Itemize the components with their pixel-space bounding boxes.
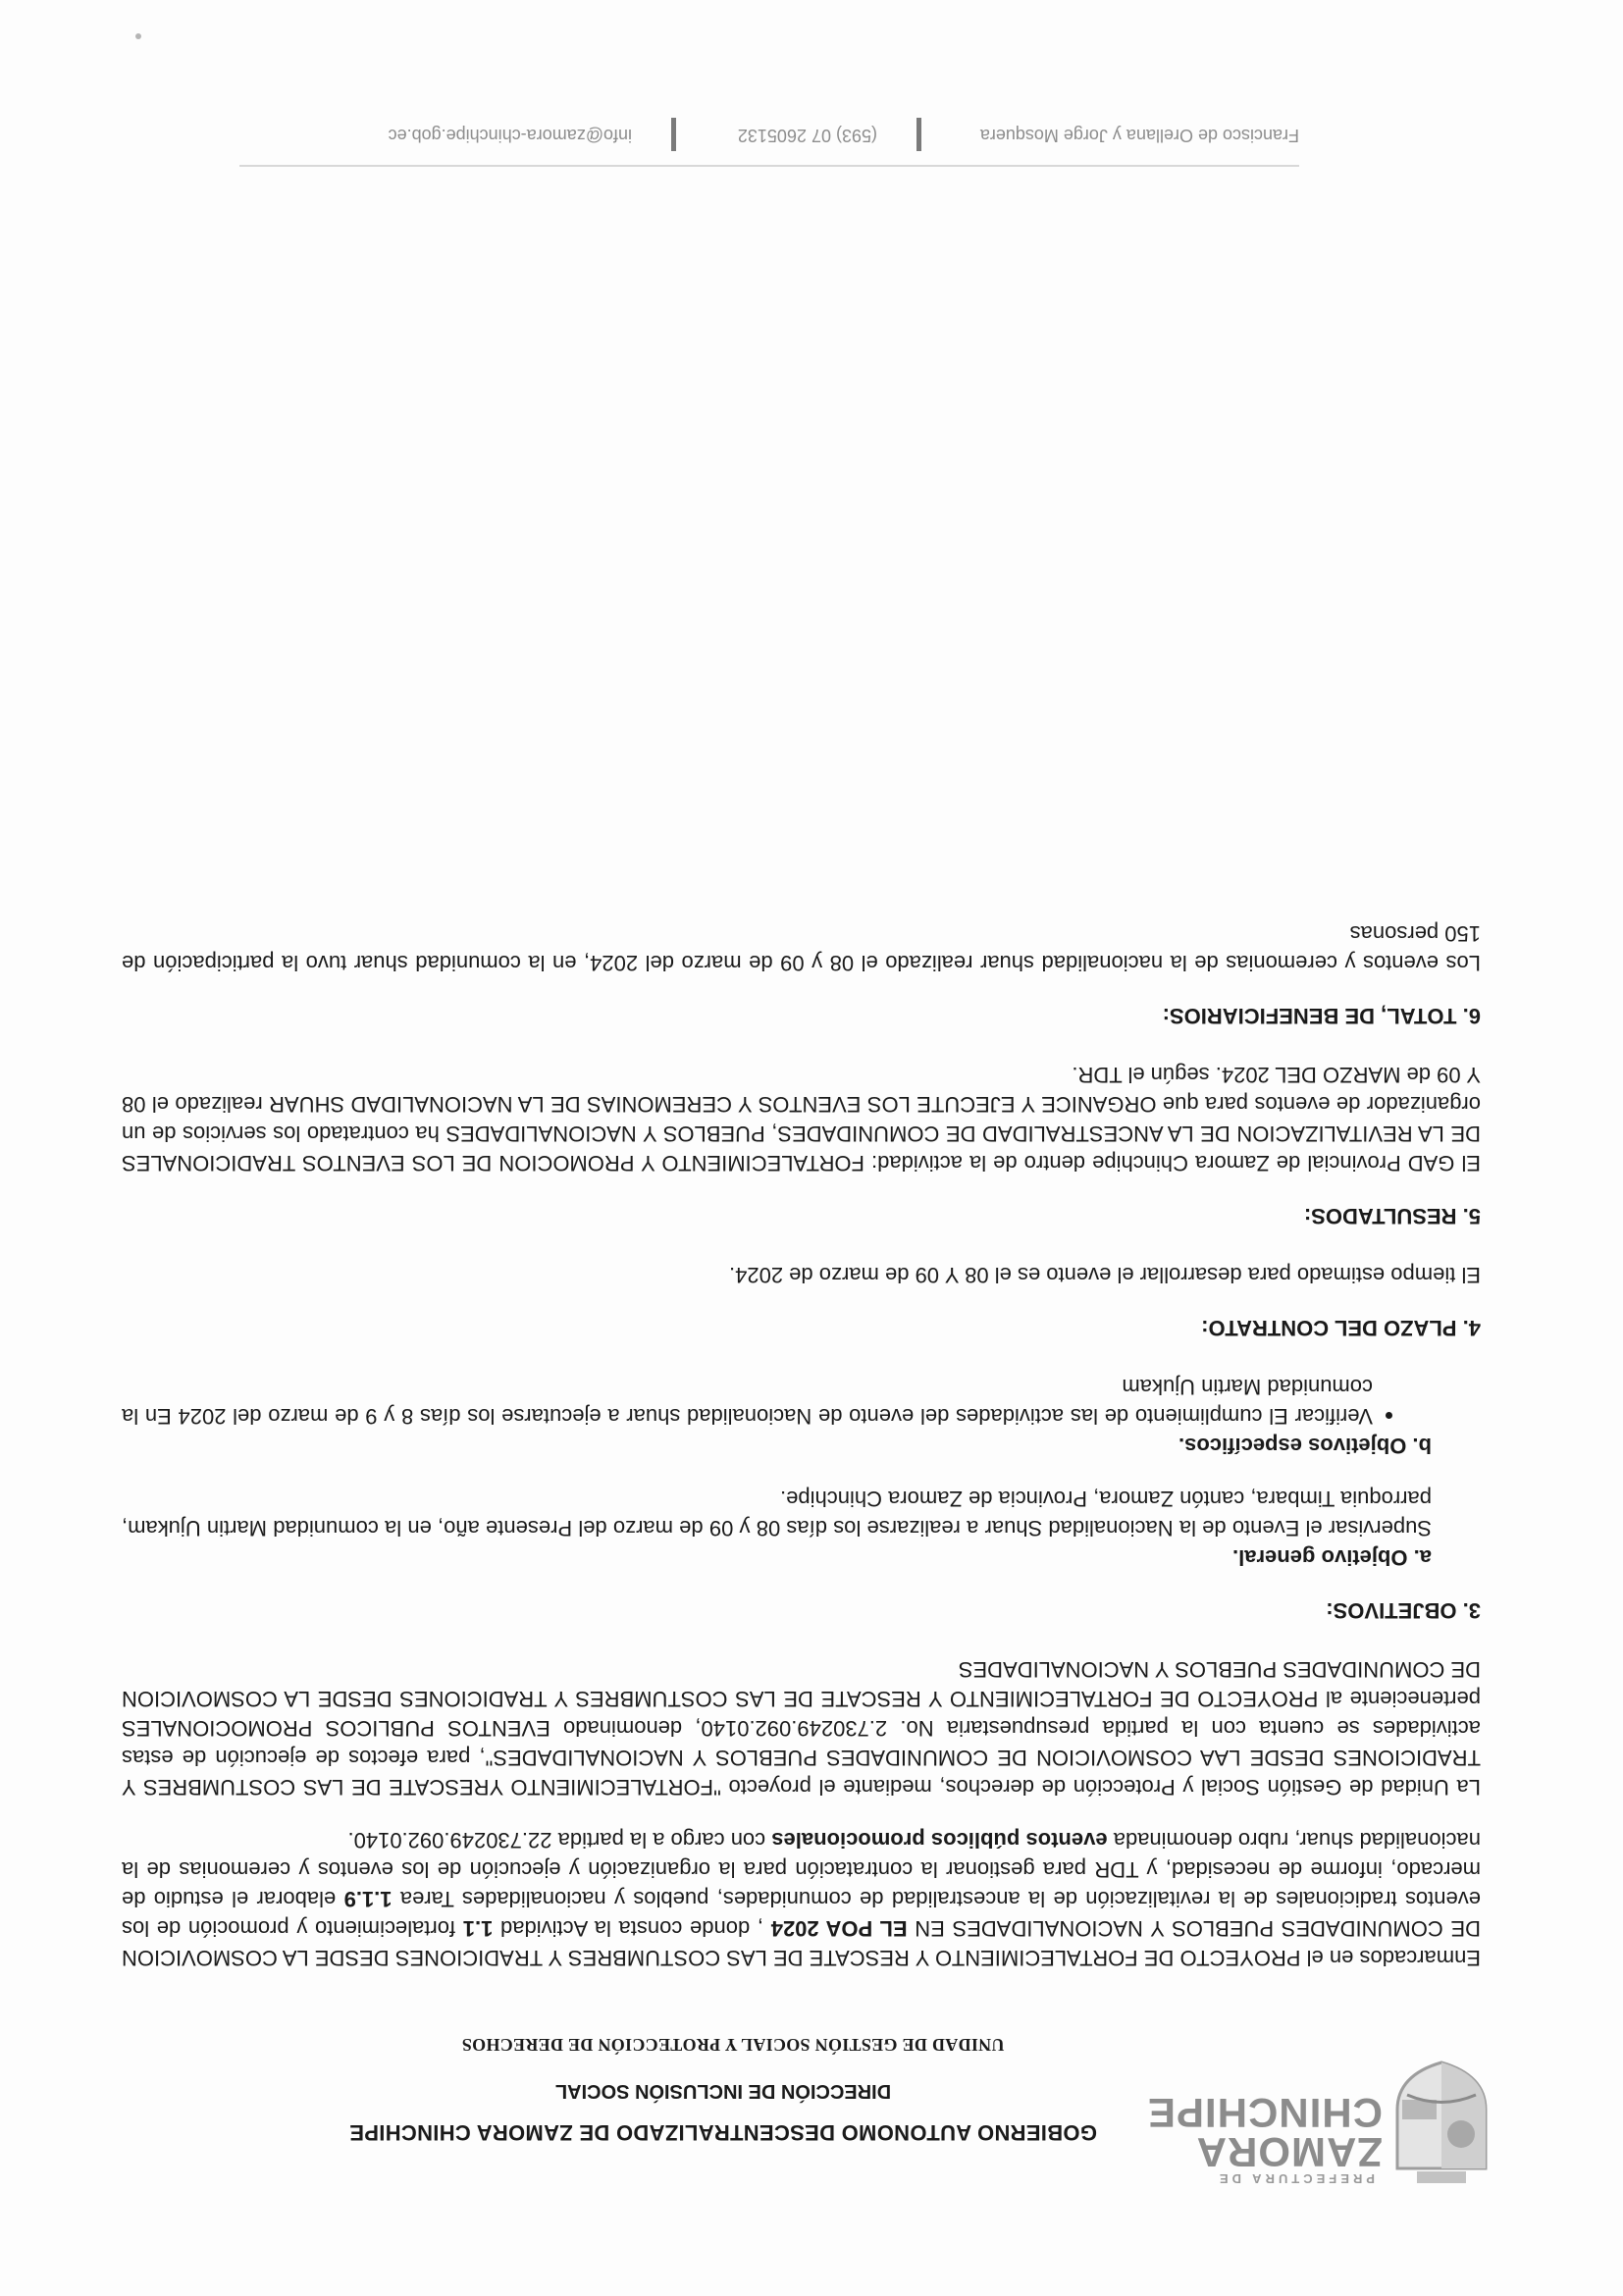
- document-footer: [239, 106, 1299, 167]
- intro-paragraph: [122, 1825, 1481, 1972]
- intro-text-i: con cargo a la partida 22.730249.092.0140.: [347, 1828, 772, 1852]
- intro-text-f: 1.1.9: [343, 1887, 393, 1911]
- project-paragraph: La Unidad de Gestión Social y Protección de derechos, mediante el proyecto "FORTALECIMIENTO YRESCATE DE LAS COSTUMBRES Y TRADICIONES DESDE LAA COSMOVICION DE COMUNIDADES PUEBLOS Y NACIONALIDADES", para efectos de ejecución de estas actividades se cuenta con la partida presupuestaria No. 2.730249.092.0140, denominado EVENTOS PUBLICOS PROMOCIONALES perteneciente al PROYECTO DE FORTALECIMIENTO Y RESCATE DE LAS COSTUMBRES Y TRADICIONES DESDE LA COSMOVICION DE COMUNIDADES PUEBLOS Y NACIONALIDADES: [122, 1657, 1481, 1800]
- government-heading: GOBIERNO AUTONOMO DESCENTRALIZADO DE ZAMORA CHINCHIPE: [349, 2120, 1097, 2145]
- section-objectives-title: 3. OBJETIVOS:: [1326, 1598, 1481, 1623]
- section-beneficiaries-title: 6. TOTAL, DE BENEFICIARIOS:: [1162, 1004, 1481, 1028]
- intro-text-d: 1.1: [462, 1916, 494, 1941]
- general-objective-title: a. Objetivo general.: [1232, 1545, 1432, 1570]
- intro-text-g: elaborar el estudio de mercado, informe de necesidad, y TDR para gestionar la contratación para la organización y ejecución de los eventos y ceremonias de la nacionalidad shuar, rubro denominada: [122, 1828, 1481, 1911]
- specific-objectives-list: [122, 1372, 1481, 1431]
- logo-small-text: PREFECTURA DE: [1215, 2171, 1375, 2186]
- intro-text-a: Enmarcados en el PROYECTO DE FORTALECIMIENTO Y RESCATE DE LAS COSTUMBRES Y TRADICIONES DESDE LA COSMOVICION DE COMUNIDADES PUEBLOS Y NACIONALIDADES EN: [122, 1916, 1481, 1970]
- logo-chinchipe-text: CHINCHIPE: [1146, 2090, 1383, 2136]
- results-text: El GAD Provincial de Zamora Chinchipe dentro de la actividad: FORTALECIMIENTO Y PROMOCION DE LOS EVENTOS TRADICIONALES DE LA REVITALIZACION DE LA ANCESTRALIDAD DE COMUNIDADES, PUEBLOS Y NACIONALIDADES ha contratado los servicios de un organizador de eventos para que ORGANICE Y EJECUTE LOS EVENTOS Y CEREMONIAS DE LA NACIONALIDAD SHUAR realizado el 08 Y 09 de MARZO DEL 2024. según el TDR.: [122, 1063, 1481, 1175]
- general-objective-text: Supervisar el Evento de la Nacionalidad Shuar a realizarse los días 08 y 09 de marzo del Presente año, en la comunidad Martin Ujukam, parroquia Timbara, cantón Zamora, Provincia de Zamora Chinchipe.: [122, 1487, 1432, 1540]
- section-results-title: 5. RESULTADOS:: [1303, 1204, 1481, 1228]
- intro-text-b: EL POA 2024: [770, 1916, 908, 1941]
- logo-zamora-text: ZAMORA: [1195, 2129, 1383, 2175]
- footer-divider: [671, 118, 676, 151]
- contract-term-text: El tiempo estimado para desarrollar el evento es el 08 Y 09 de marzo de 2024.: [729, 1263, 1481, 1287]
- intro-text-c: , donde consta la Actividad: [493, 1916, 771, 1941]
- footer-phone: (593) 07 2605132: [737, 126, 877, 145]
- intro-text-h: eventos públicos promocionales: [771, 1828, 1108, 1852]
- intro-text-e: fortalecimiento y promoción de los eventos tradicionales de la revitalización de la ancestralidad de comunidades, pueblos y nacionalidades Tarea: [122, 1887, 1481, 1941]
- list-item: • Verificar El cumplimiento de las actividades del evento de Nacionalidad shuar a ejecutarse los días 8 y 9 de marzo del 2024 En la comunidad Martin Ujukam: [122, 1372, 1373, 1431]
- beneficiaries-text: Los eventos y ceremonias de la nacionalidad shuar realizado el 08 y 09 de marzo del 2024, en la comunidad shuar tuvo la participación de 150 personas: [122, 921, 1481, 975]
- section-contract-term-title: 4. PLAZO DEL CONTRATO:: [1201, 1316, 1481, 1340]
- footer-email: info@zamora-chinchipe.gob.ec: [388, 126, 632, 145]
- document-header: [0, 1982, 1623, 2296]
- document-body: [122, 895, 1481, 1972]
- scan-speck: [135, 33, 141, 39]
- direction-heading: DIRECCIÓN DE INCLUSIÓN SOCIAL: [554, 2080, 892, 2102]
- footer-address: Francisco de Orellana y Jorge Mosquera: [979, 126, 1299, 145]
- unit-heading: UNIDAD DE GESTIÓN SOCIAL Y PROTECCIÓN DE DERECHOS: [461, 2035, 1005, 2055]
- specific-objectives-title: b. Objetivos específicos.: [1178, 1434, 1432, 1458]
- footer-divider: [916, 118, 921, 151]
